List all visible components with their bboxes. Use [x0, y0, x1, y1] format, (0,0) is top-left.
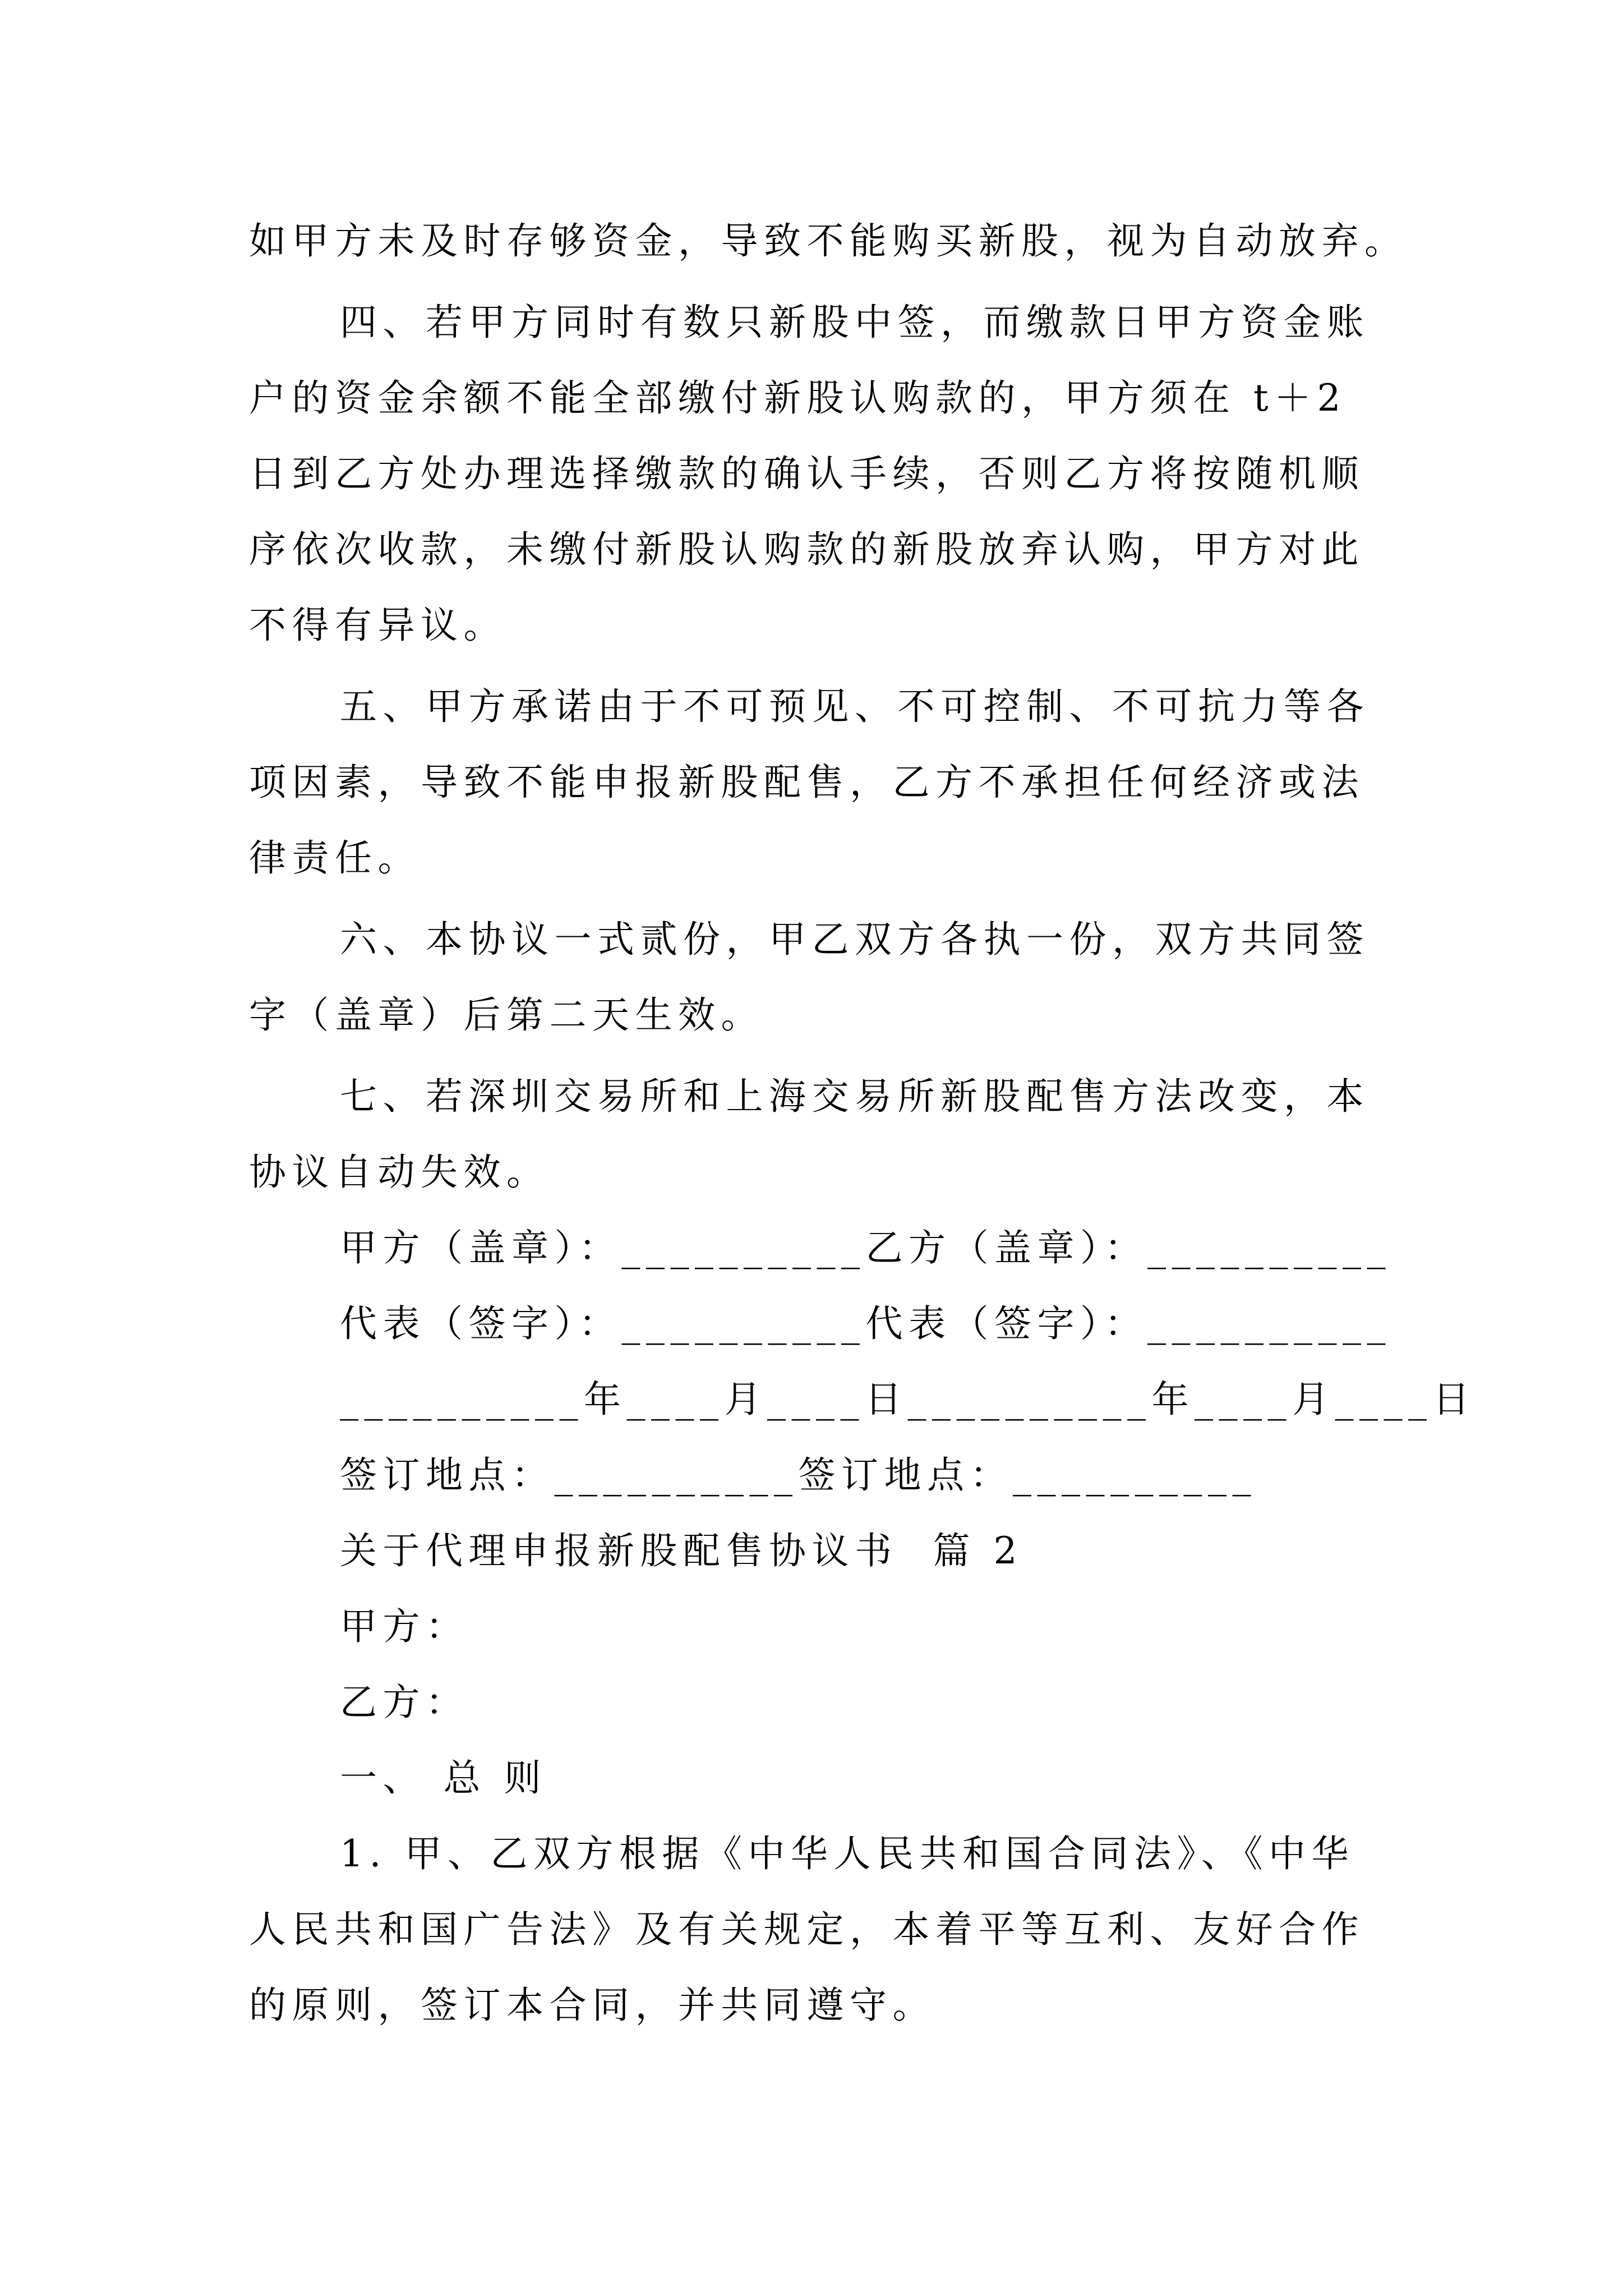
- text-line: 不得有异议。: [249, 604, 506, 647]
- text-line: 的原则，签订本合同，并共同遵守。: [249, 1984, 935, 2027]
- signature-line-location: 签订地点：__________签订地点：__________: [340, 1453, 1257, 1497]
- party-a-label: 甲方：: [340, 1605, 469, 1648]
- section-title: 关于代理申报新股配售协议书 篇 2: [340, 1529, 1023, 1572]
- text-line: 协议自动失效。: [249, 1151, 550, 1194]
- text-line: 户的资金余额不能全部缴付新股认购款的，甲方须在 t＋2: [249, 376, 1347, 420]
- chapter-heading: 一、 总 则: [340, 1756, 547, 1800]
- text-line: 五、甲方承诺由于不可预见、不可控制、不可抗力等各: [340, 685, 1370, 728]
- text-line: 日到乙方处办理选择缴款的确认手续，否则乙方将按随机顺: [249, 452, 1364, 495]
- text-line: 人民共和国广告法》及有关规定，本着平等互利、友好合作: [249, 1908, 1364, 1951]
- text-line: 序依次收款，未缴付新股认购款的新股放弃认购，甲方对此: [249, 528, 1364, 571]
- text-line: 七、若深圳交易所和上海交易所新股配售方法改变，本: [340, 1075, 1370, 1118]
- signature-line-seal: 甲方（盖章）：__________乙方（盖章）：__________: [340, 1226, 1391, 1269]
- party-b-label: 乙方：: [340, 1681, 469, 1724]
- text-line: 如甲方未及时存够资金，导致不能购买新股，视为自动放弃。: [249, 219, 1408, 263]
- text-line: 1. 甲、乙双方根据《中华人民共和国合同法》、《中华: [340, 1832, 1354, 1875]
- text-line: 项因素，导致不能申报新股配售，乙方不承担任何经济或法: [249, 761, 1364, 804]
- text-line: 四、若甲方同时有数只新股中签，而缴款日甲方资金账: [340, 301, 1370, 344]
- signature-line-representative: 代表（签字）：__________代表（签字）：__________: [340, 1302, 1391, 1345]
- text-line: 字（盖章）后第二天生效。: [249, 993, 764, 1037]
- text-line: 律责任。: [249, 836, 421, 880]
- signature-line-date: __________年____月____日__________年____月____日: [340, 1378, 1476, 1421]
- text-line: 六、本协议一式贰份，甲乙双方各执一份，双方共同签: [340, 918, 1370, 961]
